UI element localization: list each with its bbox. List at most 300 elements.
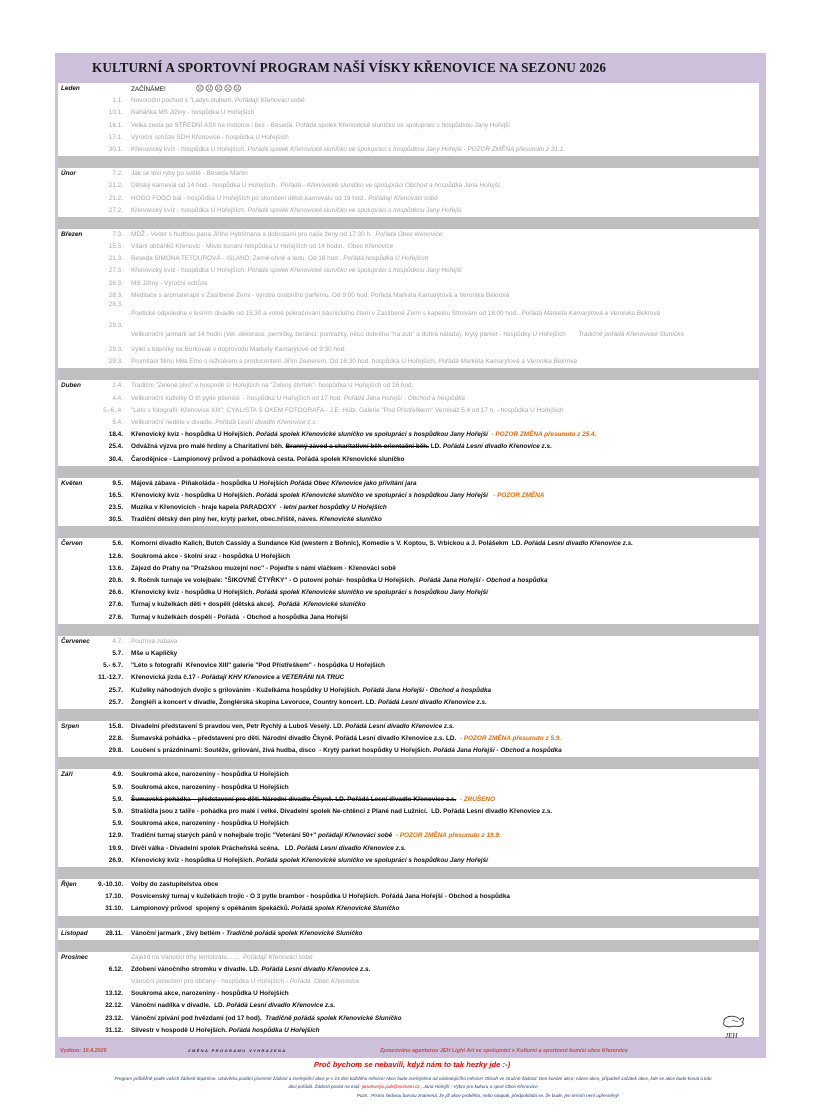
month-separator [58,217,759,229]
event-text: HOGO FOGO bál - hospůdka U Hořejších po skončení dětsk.karnevalu od 19 hod.. [131,194,369,202]
event-text: Pouťová zábava [131,637,178,645]
event-description [131,660,385,672]
event-date: 30.1. [108,145,123,153]
event-text: Turnaj v kuželkách dospělí - Pořádá - Obchod a hospůdka Jana Hořejší [131,613,348,621]
organizer-text: Pořádá hospůdka U Hořejších [228,1026,320,1034]
event-date: 7.3. [112,230,123,238]
event-date: 6.12. [108,965,123,973]
month-separator [58,624,759,636]
organizer-text: - letní parket hospůdky U Hořejších [279,504,387,512]
event-date: 27.3. [108,267,123,275]
event-row [58,685,759,697]
event-text: Žongléři a koncert v divadle, Žonglérská skupina Levoruce, Country koncert. LD. [131,698,378,706]
event-date: 26.9. [108,856,123,864]
event-text: Silvestr v hospodě U Hořejších. [131,1026,229,1034]
event-text: Výlet s básníky na Burkovák v doprovodu Markéty Kamarýtové od 9:30 hod. [131,346,346,353]
event-row [58,323,759,344]
month-separator [58,867,759,879]
event-row [58,769,759,781]
event-description [131,672,344,684]
event-row [58,107,759,119]
event-row [58,648,759,660]
event-text: MS Jižiny - Výroční schůze [131,279,208,287]
event-text: Zdobení vánočního stromku v divadle. LD. [131,965,262,973]
organizer-text: Pořádá Markéta Kamarýtová a Veronika Bekrová [521,310,661,317]
event-description [131,551,290,563]
event-date: 17.10. [105,893,123,901]
organizer-text: Pořádají KHV Křenovice a VETERÁNI NA TRUC [201,674,345,682]
event-description [131,1025,320,1037]
month-section [58,952,759,1037]
event-description [131,168,248,180]
event-description [131,587,488,599]
organizer-text: Tradičně pořádá spolek Křenovické Sluníčko [226,929,363,937]
event-description [131,903,400,915]
event-description [131,329,684,341]
event-text: Křenovický kvíz - hospůdka U Hořejších. [131,206,248,214]
event-description [131,144,565,156]
event-description [131,429,596,441]
event-row [58,587,759,599]
event-description [131,988,289,1000]
event-text: Křenovická jízda č.17 - [131,674,202,682]
event-description [131,514,382,526]
event-date: 28.3. [108,291,123,299]
event-text: Velká cesta po STŘEDNÍ ASII na motorce i bez - Beseda. Pořádá spolek Křenovické sluníčko ve spolupráci s hospůdkou Jany Hořejší [131,121,511,129]
event-row [58,697,759,709]
event-date: 5.9. [112,808,123,815]
month-label: Leden [61,85,80,92]
event-text: Odvážná výzva pro malé hrdiny a Charitativní běh. [131,443,286,451]
event-date: 15.3. [108,243,123,251]
event-row [58,265,759,277]
month-separator [58,709,759,721]
event-row [58,855,759,867]
issue-date: Vydáno: 16.4.2026 [60,1048,107,1054]
organizer-text: Pořádá Jana Hořejší - Obchod a hospůdka [433,747,562,755]
event-row [58,393,759,405]
event-text: Křenovický kvíz - hospůdka U Hořejších. [131,589,257,597]
event-description [131,229,442,241]
event-text: Naháňka MS Jižiny - hospůdka U Hořejších [131,109,255,117]
event-row [58,976,759,988]
event-text: Křenovický kvíz - hospůdka U Hořejších. [131,267,248,275]
event-row [58,599,759,611]
event-row [58,988,759,1000]
event-description [131,490,544,502]
event-description [131,806,552,818]
event-row [58,490,759,502]
month-label: Červen [61,540,83,548]
event-description [131,132,289,144]
event-description [131,879,218,891]
event-row [58,721,759,733]
event-description [131,193,438,205]
event-text: Vánoční jarmark , živý betlém - [131,929,227,937]
organizer-text: Pořádá spolek Křenovické sluníčko ve spolupráci s hospůdkou Jany Hořejší [247,267,462,275]
organizer-text: Pořádá Lesní divadlo Křenovice z.s. [226,1002,336,1010]
event-row [58,193,759,205]
event-row [58,120,759,132]
event-description [131,120,510,132]
event-row [58,964,759,976]
month-label: Prosinec [61,953,88,961]
organizer-text: pořádají Křenováci sobě [318,832,393,840]
month-label: Listopad [61,929,88,937]
month-label: Říjen [61,880,77,888]
month-section [58,229,759,369]
organizer-text: Pořádá Obec Křenovice [289,978,360,986]
event-row [58,672,759,684]
event-description [131,205,462,217]
event-date: 28.3. [108,279,123,287]
event-date: 9.-10.10. [98,880,124,888]
event-date: 31.12. [105,1026,123,1034]
event-row [58,745,759,757]
event-date: 5.4. [112,418,123,426]
event-description [131,575,548,587]
event-date: 4.4. [112,394,123,402]
organizer-text: Pořádá spolek Křenovické sluníčko ve spolupráci s hospůdkou Jany Hořejší - POZOR ZMĚNA přesunuto z 31.1. [247,145,566,153]
event-date: 5.- 6.7. [103,662,123,670]
month-label: Únor [61,170,76,178]
organizer-text: Pořádá - Křenovické sluníčko ve spolupráci Obchod a hospůdka Jana Hořejší. [280,182,502,190]
month-section [58,721,759,758]
event-date: 27.6. [108,601,123,609]
event-date: 20.6. [108,577,123,584]
event-description [131,95,306,107]
event-date: 23.5. [108,504,123,512]
program-table [58,83,759,1037]
organizer-text: Pořádají Křenováci sobě [242,953,313,961]
event-description [131,265,462,277]
event-row [58,514,759,526]
organizer-text: Pořádá Lesní divadlo Křenovice z.s. [442,443,552,451]
event-text: Komorní divadlo Kalich, Butch Cassidy a Sundance Kid (western z Bohnic), Komedie s V. Koptou, S. Vrbickou a J. Polášekm LD. [131,540,524,548]
event-text: Vánoční posezení pro občany - hospůdka U Hořejších - [131,978,290,986]
organizer-text: Pořádá spolek Křenovické sluníčko ve spolupráci s hospůdkou Jany Hořejší [256,431,488,439]
event-description [131,344,346,356]
month-section [58,879,759,916]
event-description [131,721,454,733]
event-description [131,782,289,794]
organizer-text: Tradičně pořádá spolek Křenovické Sluníčko [265,1014,402,1022]
event-description [131,976,359,988]
event-description [131,685,491,697]
event-text: Vánoční nadílka v divadle. LD. [131,1002,227,1010]
change-note: - POZOR ZMĚNA přesunuto z 25.4. [487,431,597,439]
event-date: 5.9. [112,783,123,791]
footer-band [55,1044,766,1058]
event-text: Promítání filmu Milá Emo s režisérem a producentem Jiřím Zeinerem. Od 16:30 hod. hospůdka U Hořejších. [131,358,439,366]
event-text: Mše u Kapličky [131,649,178,657]
event-row [58,575,759,587]
event-row [58,180,759,192]
event-row [58,538,759,550]
month-section [58,538,759,623]
event-text: Tradiční dětský den plný her, krytý parket, obec.hřiště, náves. [131,516,320,524]
event-date: 9.5. [112,479,123,487]
month-label: Srpen [61,722,80,730]
event-description [131,830,501,842]
event-date: 21.2. [108,182,123,190]
event-row [58,782,759,794]
event-text: Soukromá akce, narozeniny - hospůdka U Hořejších [131,783,289,791]
month-label: Březen [61,230,83,238]
event-date: 29.3. [108,322,123,329]
event-date: 28.11. [105,929,123,937]
event-description [131,697,487,709]
event-row [58,429,759,441]
event-date: 27.2. [108,206,123,214]
month-separator [58,940,759,952]
submission-info-line-1: Program průběžně podle vašich žádostí doplníme. Uzávěrka podání písemné žádosti a zveřejnění akce je v 15 den každého měsíce! Akce bude zveřejněna od následujícího měsíce! Obsah ve stručné žádosti: Den konání akce; název akce, případně začátek akce, kde se akce bude konat a kdo [114,1076,712,1081]
event-description [131,441,552,453]
event-date: 18.4. [108,431,123,439]
event-description [131,612,348,624]
event-row [58,952,759,964]
event-description [131,636,177,648]
event-description [131,538,633,550]
event-row [58,83,759,95]
organizer-text: Pořádá Markéta Kamarýtová a Veronika Bekrová [438,358,577,366]
event-date: 4.9. [112,771,123,779]
credit-text: Zpracováno agenturou JEH Light Art ve spolupráci s Kulturní a sportovní komisí obce Křenovice [380,1048,628,1054]
organizer-text: Pořádá Lesní divadlo Křenovice z.s. [345,722,455,730]
organizer-text: Pořádají Křenováci sobě. [234,97,307,105]
event-date: 11.-12.7. [98,674,123,682]
event-row [58,928,759,940]
event-text: Jak se loví ryby po světě - Beseda Martin [131,170,248,178]
event-text: Soukromá akce, narozeniny - hospůdka U Hořejších [131,820,289,828]
jeh-signature-logo [718,1012,748,1042]
event-description [131,952,313,964]
month-section [58,380,759,465]
event-text: ZAČÍNÁME! [131,86,166,93]
event-text: Soukromá akce, narozeniny - hospůdka U Hořejších [131,990,289,998]
month-section [58,636,759,709]
organizer-text: Pořádá Obec Křenovice jako přivítání jara [290,479,417,487]
month-section [58,769,759,867]
event-date: 21.3. [108,255,123,263]
month-separator [58,156,759,168]
event-date: 29.8. [108,747,123,755]
organizer-text: Pořádá Jana Hořejší - Obchod a hospůdka [362,686,492,694]
page-title: KULTURNÍ A SPORTOVNÍ PROGRAM NAŠÍ VÍSKY KŘENOVICE NA SEZONU 2026 [92,60,607,75]
month-separator [58,466,759,478]
event-text: Muzika v Křenovicích - hraje kapela PARADOXY [131,504,280,512]
organizer-text: Pořádá hospůdka U Hořejších [343,255,429,263]
event-date: 16.1. [108,121,123,129]
event-description [131,769,289,781]
event-text: Vítání občánků Křenovic - Místo konání hospůdka U Hořejších od 14 hodin. [131,243,348,251]
event-date: 26.6. [108,589,123,597]
event-date: 21.2. [108,194,123,202]
event-text: Dětský karneval od 14 hod.- hospůdka U Hořejších. [131,182,281,190]
event-row [58,405,759,417]
event-text: Zájezd na Vánoční trhy tentokráte....... [131,953,243,961]
event-date: 13.6. [108,564,123,572]
month-label: Červenec [61,637,90,645]
event-text: Turnaj v kuželkách děti + dospělí (dětská akce). [131,601,279,609]
event-text: Tradiční "Zelené pivo" v hospodě U Hořejších na "Zelený čtvrtek"- hospůdka U Hořejších od 16 hod. [131,382,414,390]
month-label: Duben [61,382,81,390]
organizer-text: Pořádá Jana Hořejší - Obchod a hospůdka [343,394,465,402]
event-description [131,502,387,514]
event-row [58,891,759,903]
event-date: 25.7. [108,698,123,706]
event-date: 4.7. [112,637,123,645]
event-row [58,660,759,672]
submission-info [58,1075,768,1091]
month-separator [58,368,759,380]
event-row [58,551,759,563]
organizer-text: Pořádají Křenováci sobě [368,194,438,202]
event-row [58,417,759,429]
event-text: Křenovický kvíz - hospůdka U Hořejších. [131,431,257,439]
event-row [58,794,759,806]
event-date: 5.9. [112,795,123,803]
event-text: Velikonoční neděle v divadle. [131,418,216,426]
event-row [58,380,759,392]
event-text: Křenovický kvíz - hospůdka U Hořejších. [131,145,248,153]
event-row [58,806,759,818]
event-row [58,302,759,323]
event-date: 19.9. [108,844,123,852]
event-date: 22.8. [108,735,123,743]
event-description [131,1013,401,1025]
event-description [131,380,413,392]
event-row [58,205,759,217]
event-row [58,132,759,144]
event-row [58,241,759,253]
event-description [131,733,561,745]
organizer-text: Obec Křenovice [347,243,394,251]
month-separator [58,916,759,928]
event-text: Velikonoční kuželky O tři pytle pšenice - hospůdka U Hořejších od 17 hod. [131,394,344,402]
event-date: 16.5. [108,491,123,499]
month-separator [58,526,759,538]
event-row [58,478,759,490]
event-text: Divadelní představení S pravdou ven, Petr Rychlý a Luboš Veselý. LD. [131,722,346,730]
event-date: 25.7. [108,686,123,694]
event-date: 12.9. [108,832,123,840]
event-text: Beseda SIMONA TETOUROVÁ - ISLAND: Země ohně a ledu. Od 18 hod.. [131,255,344,263]
event-row [58,563,759,575]
month-section [58,478,759,527]
event-text: Soukromá akce, narozeniny - hospůdka U Hořejších [131,771,289,779]
event-text: Soukromá akce - školní sraz - hospůdka U Hořejších [131,552,291,560]
event-date: 5.6. [112,540,123,548]
event-text: Poetické odpoledne v lesním divadle od 15:30 a volné pokračování básnického čtení v Zaslíbené Zemi s kapelou Stmívání od 18:00 hod.. [131,310,522,317]
event-description [131,599,365,611]
event-row [58,612,759,624]
event-text: Čarodějnice - Lampionový průvod a pohádková cesta. Pořádá spolek Křenovické sluníčko [131,455,405,463]
event-date: 2.4. [112,382,123,390]
month-section [58,83,759,156]
event-row [58,278,759,290]
svg-text:JEH: JEH [725,1032,738,1040]
event-row [58,454,759,466]
event-date: 23.12. [105,1014,123,1022]
event-text: Lampionový průvod spojený s opékáním špekáčků. [131,905,292,913]
event-date: 25.4. [108,443,123,451]
organizer-text: Pořádá spolek Křenovické sluníčko ve spolupráci s hospůdkou Jany Hořejší [256,491,488,499]
event-row [58,144,759,156]
event-date: 1.1. [112,97,123,105]
event-text: Posvícenský turnaj v kuželkách trojic - O 3 pytle brambor - hospůdka U Hořejších. Pořádá Jana Hořejší - Obchod a hospůdka [131,893,510,901]
event-description [131,308,660,320]
event-text: Májová zábava - Piňakoláda - hospůdka U Hořejších [131,479,291,487]
event-text: LD. [428,443,443,451]
month-label: Září [61,771,73,779]
event-row [58,818,759,830]
event-date: 10.1. [108,109,123,117]
event-row [58,344,759,356]
event-text: Šumavská pohádka – představení pro děti. Národní divadlo Čkyně. Pořádá Lesní divadlo Křenovice z.s. LD. [131,735,459,743]
event-date: 5.9. [112,820,123,828]
cancelled-text: Branný závod a charitativní běh orientační běh. [285,443,429,451]
event-date: 5.7. [112,649,123,657]
event-date: 15.8. [108,722,123,730]
event-row [58,502,759,514]
event-description [131,1000,335,1012]
event-description [131,278,208,290]
color-legend-note: Pozn.: Písmo šedivou barvou znamená, že již akce proběhla, nebo naopak, předpokládá se, že bude, jen termín není upřesněný! [356,1093,620,1098]
event-text: Meditace s aromaterapií v Zaslíbené Zemi - výroba osobního parfému. Od 9:00 hod. Pořádá Markéta Kamarýtová a Veronika Bekrová [131,291,510,299]
event-row [58,1025,759,1037]
event-description [131,478,417,490]
event-row [58,1000,759,1012]
event-date: 30.5. [108,516,123,524]
event-text: Velikonoční jarmark od 14 hodin (Vel. dekorace, perníčky, beránci, pomlázky, něco dobrého "na zub" a dobrá nálada). krytý parket - hospůdky U Hořejších [131,331,579,338]
event-row [58,95,759,107]
slogan: Proč bychom se nebavili, když nám to tak hezky jde :-) [313,1060,511,1069]
event-text: 9. Ročník turnaje ve volejbale: "ŠIKOVNÉ ČTYŘKY" - O putovní pohár- hospůdka U Hořejších. [131,577,420,584]
organizer-text: Pořádá Lesní divadlo Křenovice z.s. [261,965,371,973]
event-description [131,241,393,253]
cancelled-text: Šumavská pohádka – představení pro děti. Národní divadlo Čkyně. LD. Pořádá Lesní divadlo Křenovice z.s. [131,795,457,803]
event-row [58,903,759,915]
organizer-text: Pořádá spolek Křenovické Sluníčko [291,905,400,913]
contact-email-link[interactable]: janahorejsi.pub@seznam.cz [361,1084,420,1089]
event-text: Křenovický kvíz - hospůdka U Hořejších. [131,491,257,499]
event-description [131,794,495,806]
organizer-text: Pořádá Lesní divadlo Křenovice z.s. [377,698,487,706]
event-text: Výroční schůze SDH Křenovice - hospůdka U Hořejších [131,133,289,141]
event-row [58,879,759,891]
event-description [131,180,502,192]
event-row [58,830,759,842]
event-date: 29.3. [108,358,123,366]
change-note: - ZRUŠENO [456,795,496,803]
event-description [131,454,404,466]
event-date: 13.12. [105,990,123,998]
organizer-text: Křenovické sluníčko [319,516,382,524]
event-description [131,356,577,368]
event-description [131,253,428,265]
event-description [131,417,317,429]
event-text: MDŽ - Večer s hudbou pana Jiřího Hybšmana a dobrotami pro naše ženy od 17:30 h. [131,230,376,238]
event-text: "Léto s fotografií Křenovice XIII" galerie "Pod Přístřeškem" - hospůdka U Hořejších [131,662,385,670]
change-note: - POZOR ZMĚNA přesunuto z 19.9. [392,832,501,840]
organizer-text: Pořádá spolek Křenovické sluníčko ve spolupráci s hospůdkou Jany Hořejší [247,206,462,214]
event-date: 31.10. [105,905,123,913]
event-date: 12.6. [108,552,123,560]
submission-info-contact: , Jana Hořejší - Výbor pro kulturu a sport Obce Křenovice [419,1084,538,1089]
organizer-text: Pořádá Lesní divadlo Křenovice z.s. [296,844,406,852]
event-description [131,563,396,575]
